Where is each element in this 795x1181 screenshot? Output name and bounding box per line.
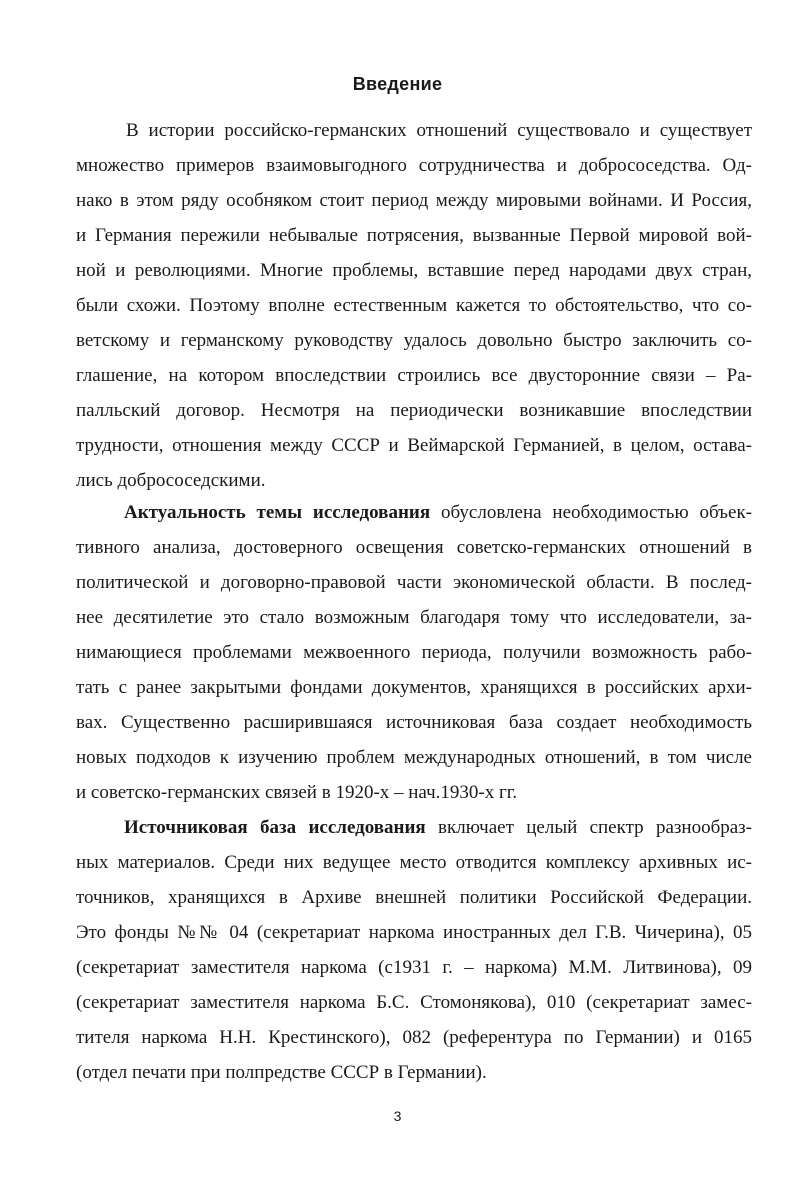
paragraph-intro [76, 113, 752, 498]
text-line: тивного анализа, достоверного освещения советско-германских отношений в [76, 537, 752, 558]
bold-lead-sources: Источниковая база исследования [124, 817, 426, 838]
text-line: новых подходов к изучению проблем международных отношений, в том числе [76, 747, 752, 768]
text-line: Это фонды №№ 04 (секретариат наркома иностранных дел Г.В. Чичерина), 05 [76, 922, 752, 943]
paragraph-sources [76, 810, 752, 1090]
text-line: палльский договор. Несмотря на периодически возникавшие впоследствии [76, 400, 752, 421]
text-line [76, 495, 752, 530]
page-title: Введение [352, 74, 443, 94]
text-line: и Германия пережили небывалые потрясения, вызванные Первой мировой вой- [76, 225, 752, 246]
text-fragment: включает целый спектр разнообраз- [425, 817, 752, 838]
text-line: нимающиеся проблемами межвоенного периода, получили возможность рабо- [76, 642, 752, 663]
text-line: (секретариат заместителя наркома Б.С. Стомонякова), 010 (секретариат замес- [76, 992, 752, 1013]
text-line: ветскому и германскому руководству удалось довольно быстро заключить со- [76, 330, 752, 351]
text-line: ных материалов. Среди них ведущее место отводится комплексу архивных ис- [76, 852, 752, 873]
bold-lead-relevance: Актуальность темы исследования [124, 502, 431, 523]
text-line: политической и договорно-правовой части экономической области. В послед- [76, 572, 752, 593]
text-line: (отдел печати при полпредстве СССР в Германии). [76, 1062, 487, 1083]
page-number: 3 [393, 1108, 402, 1124]
text-line: вах. Существенно расширившаяся источниковая база создает необходимость [76, 712, 752, 733]
text-line: (секретариат заместителя наркома (с1931 г. – наркома) М.М. Литвинова), 09 [76, 957, 752, 978]
text-line: нако в этом ряду особняком стоит период между мировыми войнами. И Россия, [76, 190, 752, 211]
text-line: нее десятилетие это стало возможным благодаря тому что исследователи, за- [76, 607, 752, 628]
text-line: были схожи. Поэтому вполне естественным кажется то обстоятельство, что со- [76, 295, 752, 316]
text-line: тать с ранее закрытыми фондами документов, хранящихся в российских архи- [76, 677, 752, 698]
text-line: ной и революциями. Многие проблемы, вставшие перед народами двух стран, [76, 260, 752, 281]
text-fragment: обусловлена необходимостью объек- [430, 502, 752, 523]
text-line: тителя наркома Н.Н. Крестинского), 082 (референтура по Германии) и 0165 [76, 1027, 752, 1048]
paragraph-relevance [76, 495, 752, 810]
text-line: и советско-германских связей в 1920-х – нач.1930-х гг. [76, 782, 518, 803]
text-line: В истории российско-германских отношений существовало и существует [126, 120, 752, 141]
text-line: лись добрососедскими. [76, 470, 266, 491]
text-line: трудности, отношения между СССР и Веймарской Германией, в целом, остава- [76, 435, 752, 456]
text-line: точников, хранящихся в Архиве внешней политики Российской Федерации. [76, 887, 752, 908]
text-line: глашение, на котором впоследствии строились все двусторонние связи – Ра- [76, 365, 752, 386]
text-line: множество примеров взаимовыгодного сотрудничества и добрососедства. Од- [76, 155, 752, 176]
text-line [76, 810, 752, 845]
